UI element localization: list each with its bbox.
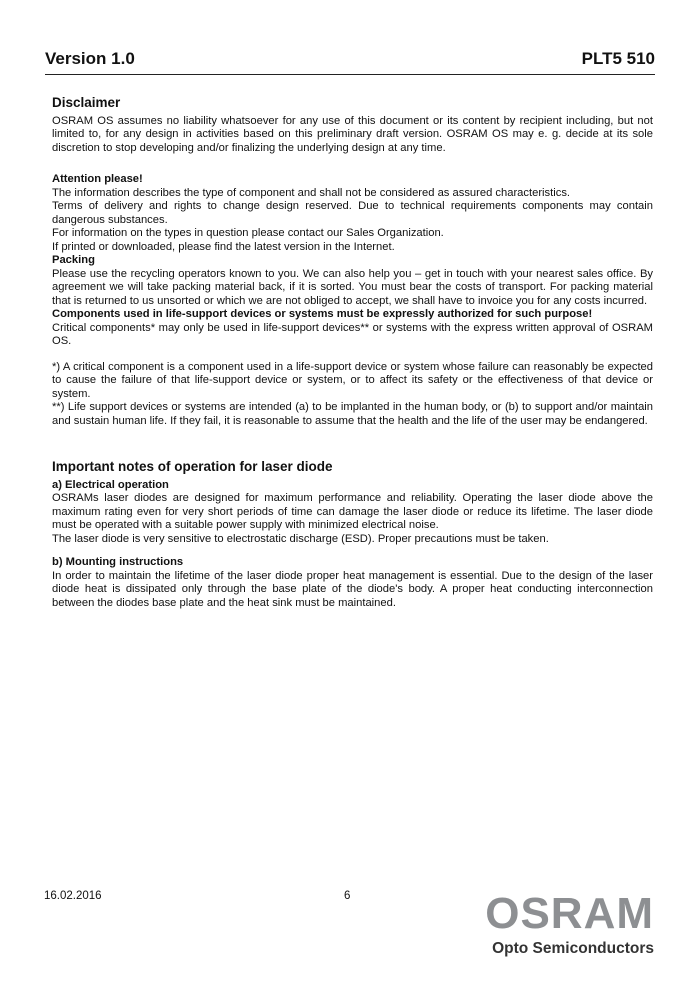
attention-title: Attention please! — [52, 173, 143, 185]
disclaimer-text: OSRAM OS assumes no liability whatsoever for any use of this document or its content by recipient including, but not limited to, for any design in activities based on this preliminary draft version. OSRAM OS may e. g. decide at its sole discretion to stop developing and/or finalizing the underlying design at any time. — [52, 114, 653, 154]
components-title: Components used in life-support devices or systems must be expressly authorized for such purpose! — [52, 308, 593, 320]
packing-title: Packing — [52, 254, 95, 266]
attention-line: Terms of delivery and rights to change design reserved. Due to technical requirements components may contain dangerous substances. — [52, 200, 653, 226]
packing-text: Please use the recycling operators known to you. We can also help you – get in touch with your nearest sales office. By agreement we will take packing material back, if it is sorted. You must bear the costs of transport. For packing material that is returned to us unsorted or which we are not obliged to accept, we shall have to invoice you for any costs incurred. — [52, 267, 653, 307]
electrical-text: OSRAMs laser diodes are designed for maximum performance and reliability. Operating the laser diode above the maximum rating even for very short periods of time can damage the laser diode or reduce its lifetime. The laser diode must be operated with a suitable power supply with minimized electrical noise. — [52, 492, 653, 531]
footnote-life-support: **) Life support devices or systems are intended (a) to be implanted in the human body, or (b) to support and/or maintain and sustain human life. If they fail, it is reasonable to assume that the health and the life of the user may be endangered. — [52, 401, 653, 427]
esd-text: The laser diode is very sensitive to electrostatic discharge (ESD). Proper precautions must be taken. — [52, 532, 549, 545]
page-content — [52, 96, 653, 610]
logo-wordmark: OSRAM — [485, 889, 654, 938]
attention-line: The information describes the type of component and shall not be considered as assured characteristics. — [52, 186, 571, 199]
mounting-text: In order to maintain the lifetime of the laser diode proper heat management is essential. Due to the design of the laser diode heat is dissipated only through the base plate of the diode's body. A proper heat conducting interconnection between the diodes base plate and the heat sink must be maintained. — [52, 569, 653, 609]
attention-line: If printed or downloaded, please find the latest version in the Internet. — [52, 240, 395, 253]
logo-subtitle: Opto Semiconductors — [492, 940, 654, 957]
attention-line: For information on the types in question please contact our Sales Organization. — [52, 227, 444, 239]
electrical-title: a) Electrical operation — [52, 478, 169, 491]
page-number: 6 — [344, 890, 351, 902]
footer-date: 16.02.2016 — [44, 890, 102, 902]
mounting-title: b) Mounting instructions — [52, 556, 184, 568]
product-label: PLT5 510 — [581, 49, 655, 68]
components-text: Critical components* may only be used in life-support devices** or systems with the express written approval of OSRAM OS. — [52, 321, 653, 347]
notes-title: Important notes of operation for laser diode — [52, 459, 333, 474]
version-label: Version 1.0 — [45, 49, 135, 68]
osram-logo — [485, 889, 654, 958]
footnote-critical: *) A critical component is a component used in a life-support device or system whose failure can reasonably be expected to cause the failure of that life-support device or system, or to affect its safety or the effectiveness of that device or system. — [52, 360, 653, 400]
disclaimer-title: Disclaimer — [52, 95, 121, 110]
page-header — [45, 44, 655, 75]
